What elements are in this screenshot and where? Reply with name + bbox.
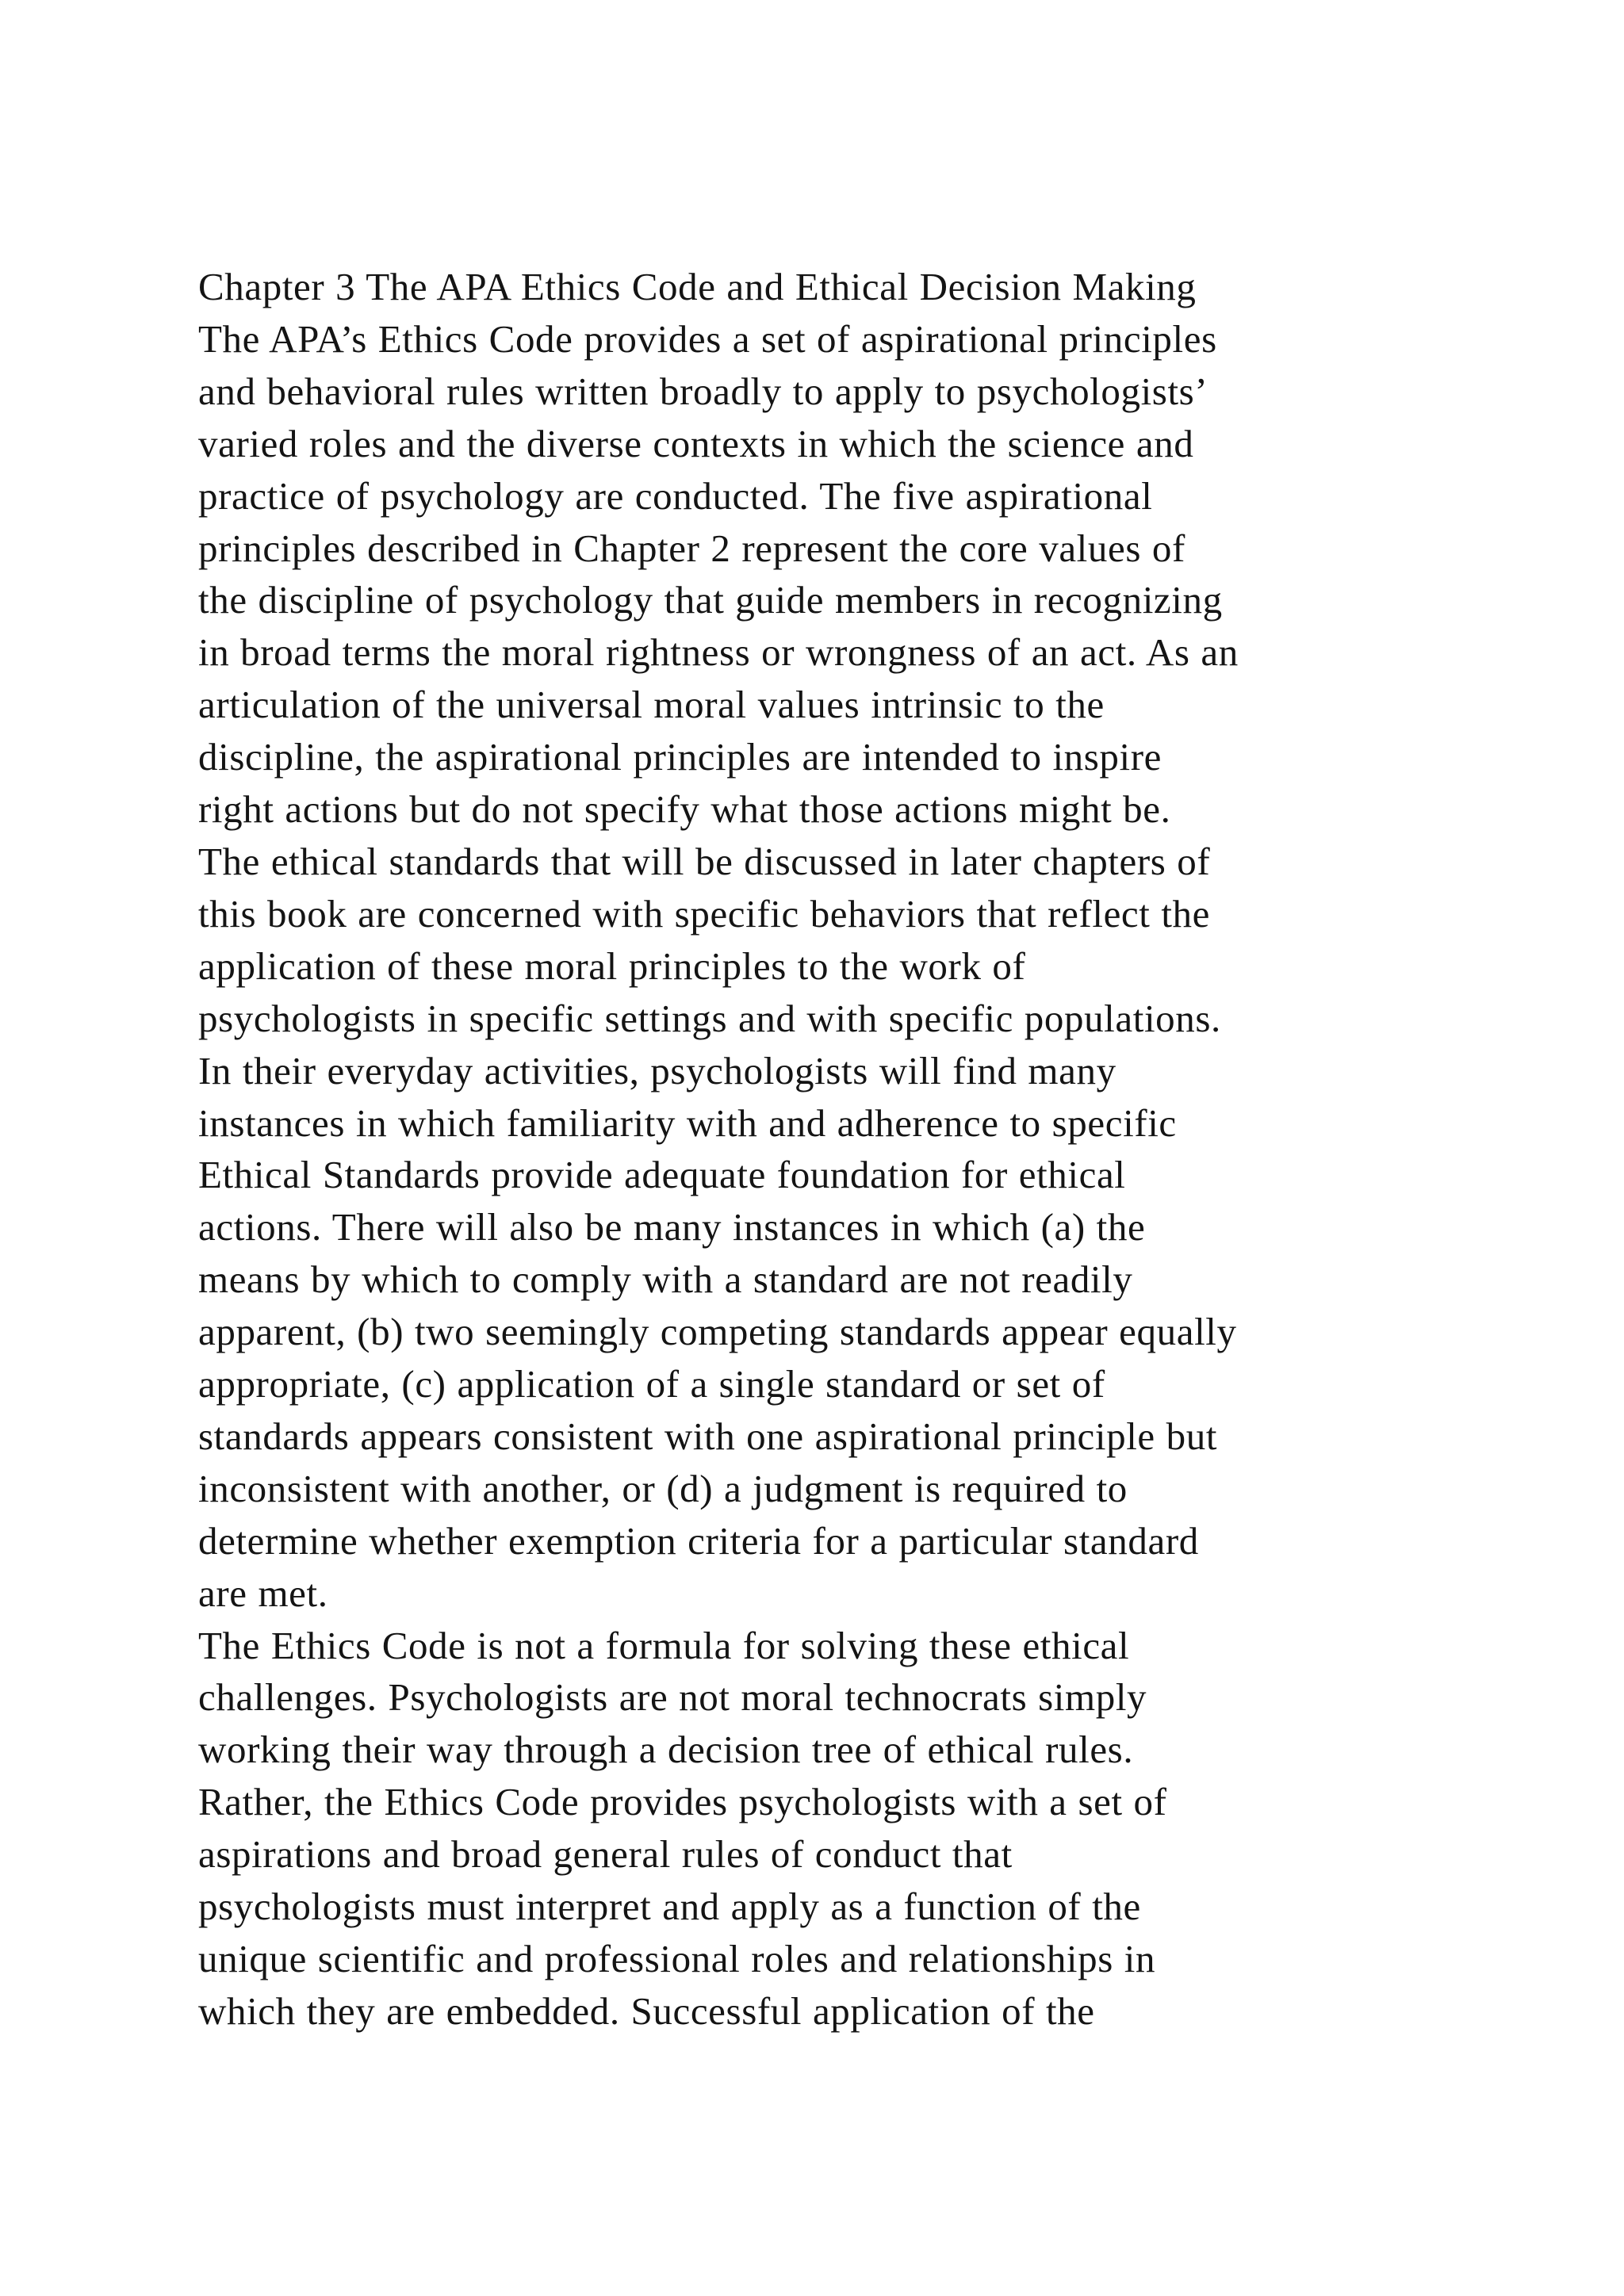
text-line: this book are concerned with specific behaviors that reflect the (198, 891, 1210, 936)
text-line: apparent, (b) two seemingly competing standards appear equally (198, 1310, 1237, 1354)
text-line: are met. (198, 1571, 328, 1615)
text-line: right actions but do not specify what those actions might be. (198, 787, 1171, 832)
text-line: and behavioral rules written broadly to apply to psychologists’ (198, 369, 1208, 413)
text-line: Chapter 3 The APA Ethics Code and Ethical Decision Making (198, 265, 1197, 308)
body-text (198, 261, 1562, 2038)
text-line: appropriate, (c) application of a single standard or set of (198, 1362, 1105, 1406)
text-line: standards appears consistent with one aspirational principle but (198, 1414, 1218, 1458)
text-line: Rather, the Ethics Code provides psychologists with a set of (198, 1780, 1167, 1824)
text-line: The ethical standards that will be discussed in later chapters of (198, 839, 1211, 883)
text-line: unique scientific and professional roles and relationships in (198, 1937, 1156, 1980)
text-line: varied roles and the diverse contexts in which the science and (198, 421, 1194, 465)
text-line: articulation of the universal moral values intrinsic to the (198, 683, 1105, 727)
text-line: The Ethics Code is not a formula for solving these ethical (198, 1623, 1130, 1667)
text-line: psychologists in specific settings and with specific populations. (198, 996, 1221, 1040)
text-line: in broad terms the moral rightness or wrongness of an act. As an (198, 630, 1239, 675)
text-line: application of these moral principles to the work of (198, 943, 1026, 988)
text-line: challenges. Psychologists are not moral technocrats simply (198, 1675, 1147, 1720)
text-line: practice of psychology are conducted. The five aspirational (198, 473, 1153, 518)
text-line: principles described in Chapter 2 represent the core values of (198, 526, 1185, 570)
text-line: the discipline of psychology that guide members in recognizing (198, 578, 1223, 622)
text-line: discipline, the aspirational principles are intended to inspire (198, 735, 1162, 779)
text-line: The APA’s Ethics Code provides a set of aspirational principles (198, 316, 1217, 361)
text-line: psychologists must interpret and apply as a function of the (198, 1885, 1141, 1929)
text-line: In their everyday activities, psychologists will find many (198, 1048, 1116, 1093)
text-line: determine whether exemption criteria for a particular standard (198, 1518, 1199, 1563)
text-line: inconsistent with another, or (d) a judgment is required to (198, 1466, 1128, 1510)
text-line: instances in which familiarity with and adherence to specific (198, 1100, 1177, 1145)
text-line: Ethical Standards provide adequate foundation for ethical (198, 1153, 1126, 1197)
text-line: means by which to comply with a standard are not readily (198, 1257, 1133, 1302)
text-line: working their way through a decision tree of ethical rules. (198, 1728, 1134, 1772)
text-line: aspirations and broad general rules of conduct that (198, 1832, 1013, 1877)
text-line: actions. There will also be many instances in which (a) the (198, 1205, 1146, 1249)
text-line: which they are embedded. Successful application of the (198, 1988, 1095, 2033)
